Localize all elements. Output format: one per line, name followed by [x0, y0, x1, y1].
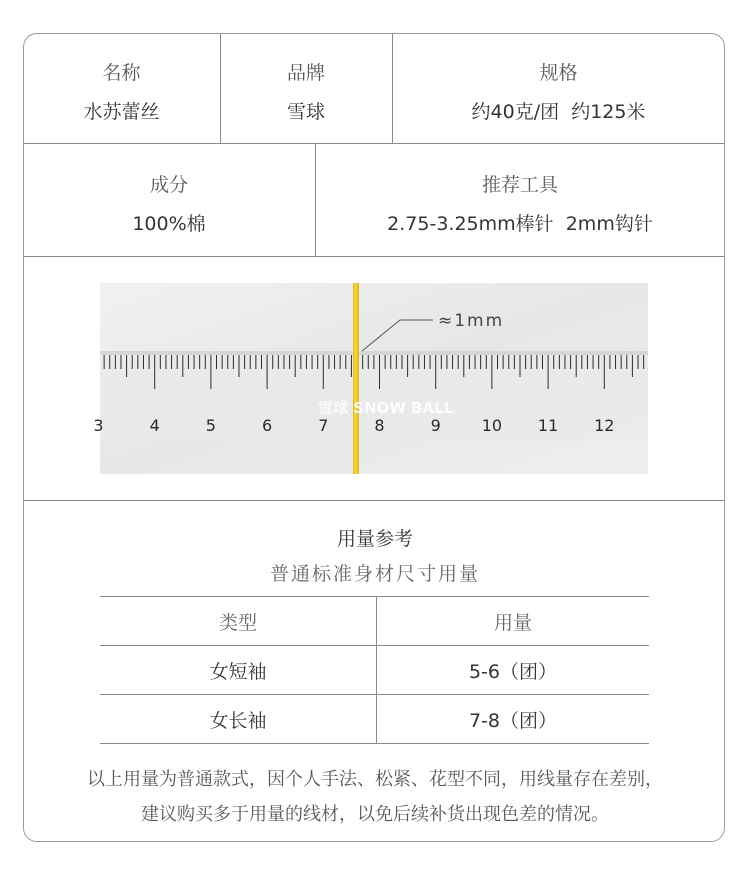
spec-tools — [315, 170, 725, 236]
spec-composition-label: 成分 — [149, 174, 188, 196]
ruler-illustration — [93, 283, 648, 474]
usage-table — [100, 596, 649, 744]
brand-watermark: 雪球 SNOW BALL — [318, 399, 454, 417]
spec-brand-label: 品牌 — [286, 62, 325, 84]
divider — [23, 256, 725, 257]
ruler-number: 11 — [537, 416, 559, 435]
spec-name — [23, 58, 220, 124]
divider — [23, 143, 725, 144]
table-row — [100, 695, 649, 744]
spec-composition — [23, 170, 315, 236]
ruler-number: 9 — [430, 416, 441, 435]
usage-subtitle: 普通标准身材尺寸用量 — [269, 563, 480, 585]
table-row — [100, 646, 649, 695]
row-type: 女长袖 — [100, 695, 377, 744]
ruler-number: 10 — [481, 416, 503, 435]
ruler-number: 12 — [594, 416, 615, 435]
spec-composition-value: 100%棉 — [132, 213, 206, 235]
spec-size-value: 约40克/团 约125米 — [471, 101, 646, 123]
ruler-number: 3 — [93, 416, 104, 435]
divider — [23, 500, 725, 501]
ruler-number: 5 — [205, 416, 216, 435]
ruler-number: 8 — [374, 416, 385, 435]
spec-size-label: 规格 — [539, 62, 578, 84]
ruler-number: 7 — [318, 416, 329, 435]
ruler-number: 4 — [149, 416, 160, 435]
table-header-row — [100, 597, 649, 646]
spec-tools-label: 推荐工具 — [481, 174, 558, 196]
thread-width-annotation: ≈1mm — [438, 311, 505, 331]
yarn-ruler-photo — [93, 283, 648, 474]
header-amount: 用量 — [377, 597, 650, 646]
spec-name-value: 水苏蕾丝 — [83, 101, 160, 123]
spec-size — [392, 58, 725, 124]
ruler-number: 6 — [262, 416, 273, 435]
row-type: 女短袖 — [100, 646, 377, 695]
row-amount: 7-8（团） — [377, 695, 650, 744]
spec-brand-value: 雪球 — [286, 101, 325, 123]
header-type: 类型 — [100, 597, 377, 646]
spec-brand — [220, 58, 392, 124]
usage-title: 用量参考 — [336, 528, 413, 550]
row-amount: 5-6（团） — [377, 646, 650, 695]
usage-note-line-1: 以上用量为普通款式，因个人手法、松紧、花型不同，用线量存在差别， — [87, 769, 663, 790]
spec-tools-value: 2.75-3.25mm棒针 2mm钩针 — [387, 213, 653, 235]
spec-name-label: 名称 — [102, 62, 141, 84]
usage-note-line-2: 建议购买多于用量的线材，以免后续补货出现色差的情况。 — [141, 804, 609, 825]
